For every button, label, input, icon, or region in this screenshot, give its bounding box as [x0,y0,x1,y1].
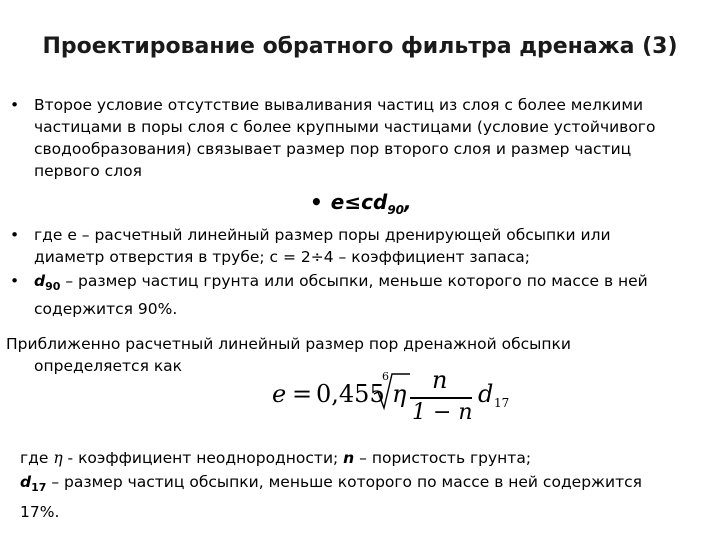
paragraph-e-definition [34,224,714,268]
text-line [34,270,714,298]
var-d: d [34,272,46,290]
formula-denominator: 1 − n [412,400,473,425]
formula-numerator: n [432,366,448,394]
text-line: первого слоя [34,162,142,180]
var-d: d [20,473,32,491]
bullet-dot: • [10,96,20,114]
text-span: – размер частиц грунта или обсыпки, меньше которого по массе в ней [65,272,648,290]
formula-e: e [330,190,345,214]
var-eta: η [53,449,63,467]
fraction-bar [410,397,472,399]
text-line: диаметр отверстия в трубе; с = 2÷4 – коэффициент запаса; [34,248,531,266]
formula-e: e [272,380,287,408]
paragraph-approx [6,333,706,377]
text-line: Второе условие отсутствие вываливания частиц из слоя с более мелкими [34,96,644,114]
root-index: 6 [382,370,389,383]
formula-leq: ≤ [344,190,362,214]
text-line: где е – расчетный линейный размер поры дренирующей обсыпки или [34,226,611,244]
var-sub: 90 [45,280,61,294]
text-line: Приближенно расчетный линейный размер пор дренажной обсыпки [6,335,571,353]
text-line [20,470,710,500]
text-line: частицами в поры слоя с более крупными частицами (условие устойчивого [34,118,656,136]
condition-formula [310,190,412,217]
formula-coefficient: 0,455 [316,380,385,408]
text-line [20,446,710,470]
formula-d: d [478,380,494,408]
paragraph-d90-definition [34,270,714,320]
formula-d-sub: 17 [494,396,510,410]
formula-cd: cd [361,190,388,214]
var-sub: 17 [31,481,47,495]
text-line: 17%. [20,503,60,522]
text-line: определяется как [34,357,183,375]
text-span: где [20,449,54,467]
bullet-dot: • [310,190,323,214]
text-span: – размер частиц обсыпки, меньше которого по массе в ней содержится [46,473,642,491]
root-sign-icon [360,372,420,412]
slide-title: Проектирование обратного фильтра дренажа (3) [42,34,678,59]
text-span: - коэффициент неоднородности; [62,449,344,467]
formula-equals: = [292,380,313,408]
paragraph-definitions [20,446,710,524]
var-n: n [343,449,355,467]
bullet-dot: • [10,272,20,290]
formula-eta: η [392,380,407,408]
text-span: – пористость грунта; [354,449,532,467]
bullet-dot: • [10,226,20,244]
formula-comma: , [404,190,412,214]
formula-sub: 90 [387,203,405,217]
paragraph-second-condition [34,94,714,182]
text-line: содержится 90%. [34,300,178,319]
text-line: сводообразования) связывает размер пор второго слоя и размер частиц [34,140,632,158]
